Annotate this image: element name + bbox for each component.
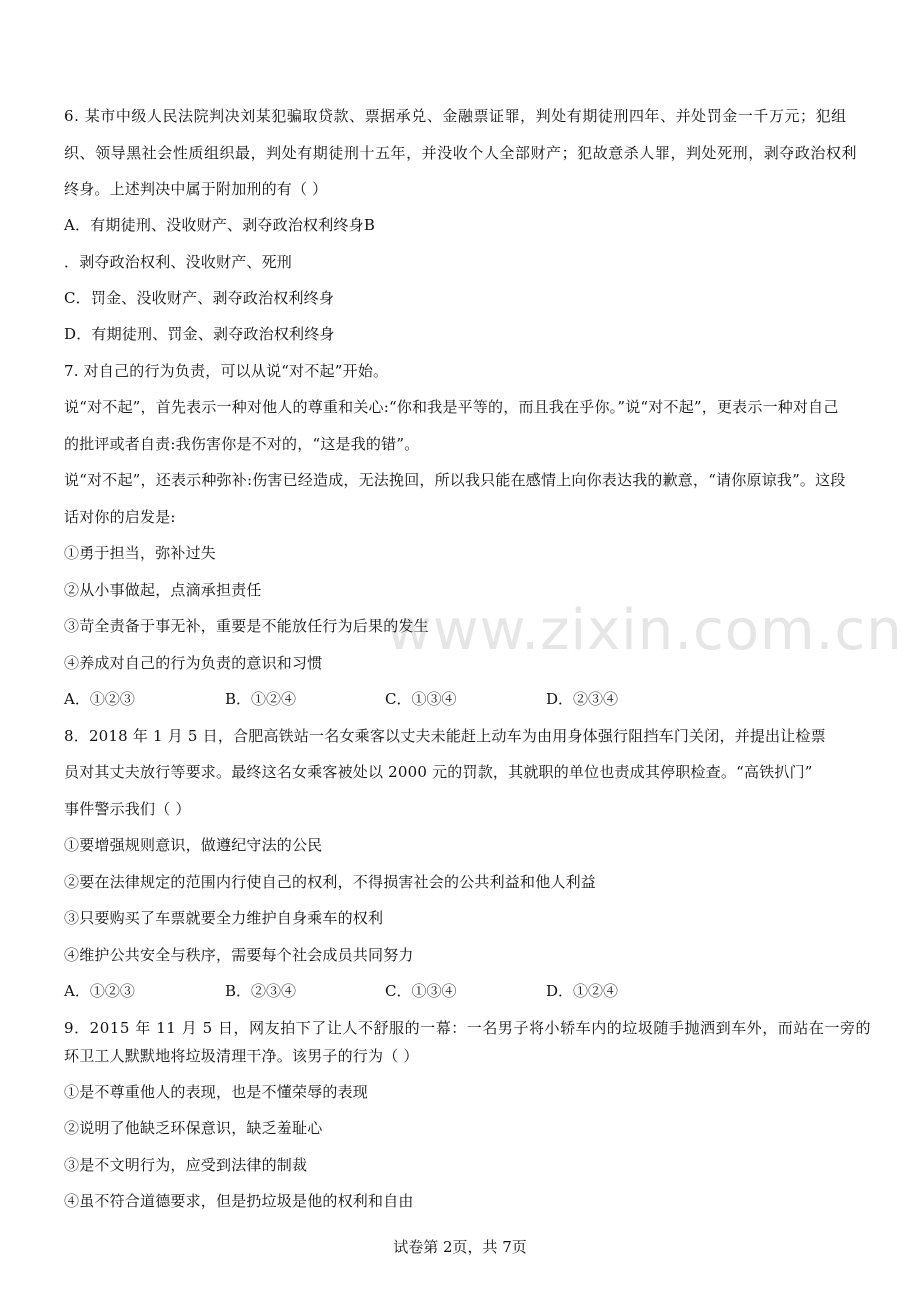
q7-option-c: C．①③④ (385, 690, 457, 708)
q7-item-2: ②从小事做起，点滴承担责任 (64, 581, 262, 599)
q7-option-d: D．②③④ (546, 690, 619, 708)
watermark: www.zixin.com.cn (386, 598, 903, 663)
q9-stem-line-1: 9．2015 年 11 月 5 日，网友拍下了让人不舒服的一幕：一名男子将小轿车内的垃圾随手抛洒到车外，而站在一旁的 (64, 1019, 872, 1037)
q8-item-3: ③只要购买了车票就要全力维护自身乘车的权利 (64, 909, 384, 927)
q8-stem-line-2: 员对其丈夫放行等要求。最终这名女乘客被处以 2000 元的罚款，其就职的单位也责成其停职检查。“高铁扒门” (64, 763, 813, 781)
q6-stem-line-3: 终身。上述判决中属于附加刑的有（ ） (64, 180, 328, 198)
q6-option-a: A．有期徒刑、没收财产、剥夺政治权利终身B (64, 216, 376, 234)
q7-option-b: B．①②④ (225, 690, 297, 708)
q8-option-b: B．②③④ (225, 982, 297, 1000)
q7-item-4: ④养成对自己的行为负责的意识和习惯 (64, 654, 323, 672)
q9-item-3: ③是不文明行为，应受到法律的制裁 (64, 1156, 308, 1174)
q6-option-b: ．剥夺政治权利、没收财产、死刑 (64, 253, 293, 271)
q8-item-4: ④维护公共安全与秩序，需要每个社会成员共同努力 (64, 946, 414, 964)
q7-stem-line-3: 的批评或者自责:我伤害你是不对的，“这是我的错”。 (64, 435, 420, 453)
q9-item-2: ②说明了他缺乏环保意识，缺乏羞耻心 (64, 1119, 323, 1137)
q7-stem-line-1: 7. 对自己的行为负责，可以从说“对不起”开始。 (64, 362, 389, 380)
q6-option-d: D．有期徒刑、罚金、剥夺政治权利终身 (64, 325, 335, 343)
q7-stem-line-2: 说“对不起”，首先表示一种对他人的尊重和关心:“你和我是平等的，而且我在乎你。”说“对不起”，更表示一种对自己 (64, 398, 839, 416)
q7-option-a: A．①②③ (64, 690, 135, 708)
q7-item-3: ③苛全责备于事无补，重要是不能放任行为后果的发生 (64, 617, 429, 635)
q8-option-a: A．①②③ (64, 982, 135, 1000)
q6-stem-line-1: 6. 某市中级人民法院判决刘某犯骗取贷款、票据承兑、金融票证罪，判处有期徒刑四年、并处罚金一千万元；犯组 (64, 107, 847, 125)
q8-item-1: ①要增强规则意识，做遵纪守法的公民 (64, 836, 323, 854)
q7-stem-line-5: 话对你的启发是: (64, 508, 176, 526)
q9-item-4: ④虽不符合道德要求，但是扔垃圾是他的权利和自由 (64, 1192, 414, 1210)
q9-stem-line-2: 环卫工人默默地将垃圾清理干净。该男子的行为（ ） (64, 1047, 419, 1065)
q7-stem-line-4: 说“对不起”，还表示种弥补:伤害已经造成，无法挽回，所以我只能在感情上向你表达我的歉意，“请你原谅我”。这段 (64, 471, 846, 489)
q9-item-1: ①是不尊重他人的表现，也是不懂荣辱的表现 (64, 1083, 369, 1101)
q6-option-c: C．罚金、没收财产、剥夺政治权利终身 (64, 289, 335, 307)
q8-option-c: C．①③④ (385, 982, 457, 1000)
q6-stem-line-2: 织、领导黑社会性质组织最，判处有期徒刑十五年，并没收个人全部财产；犯故意杀人罪，判处死刑，剥夺政治权利 (64, 144, 858, 162)
q8-stem-line-1: 8．2018 年 1 月 5 日，合肥高铁站一名女乘客以丈夫未能赶上动车为由用身体强行阻挡车门关闭，并提出让检票 (64, 727, 826, 745)
page-footer: 试卷第 2页，共 7页 (393, 1238, 527, 1256)
q8-stem-line-3: 事件警示我们（ ） (64, 800, 191, 818)
q8-option-d: D．①②④ (546, 982, 619, 1000)
q7-item-1: ①勇于担当，弥补过失 (64, 544, 217, 562)
q8-item-2: ②要在法律规定的范围内行使自己的权利，不得损害社会的公共利益和他人利益 (64, 873, 597, 891)
